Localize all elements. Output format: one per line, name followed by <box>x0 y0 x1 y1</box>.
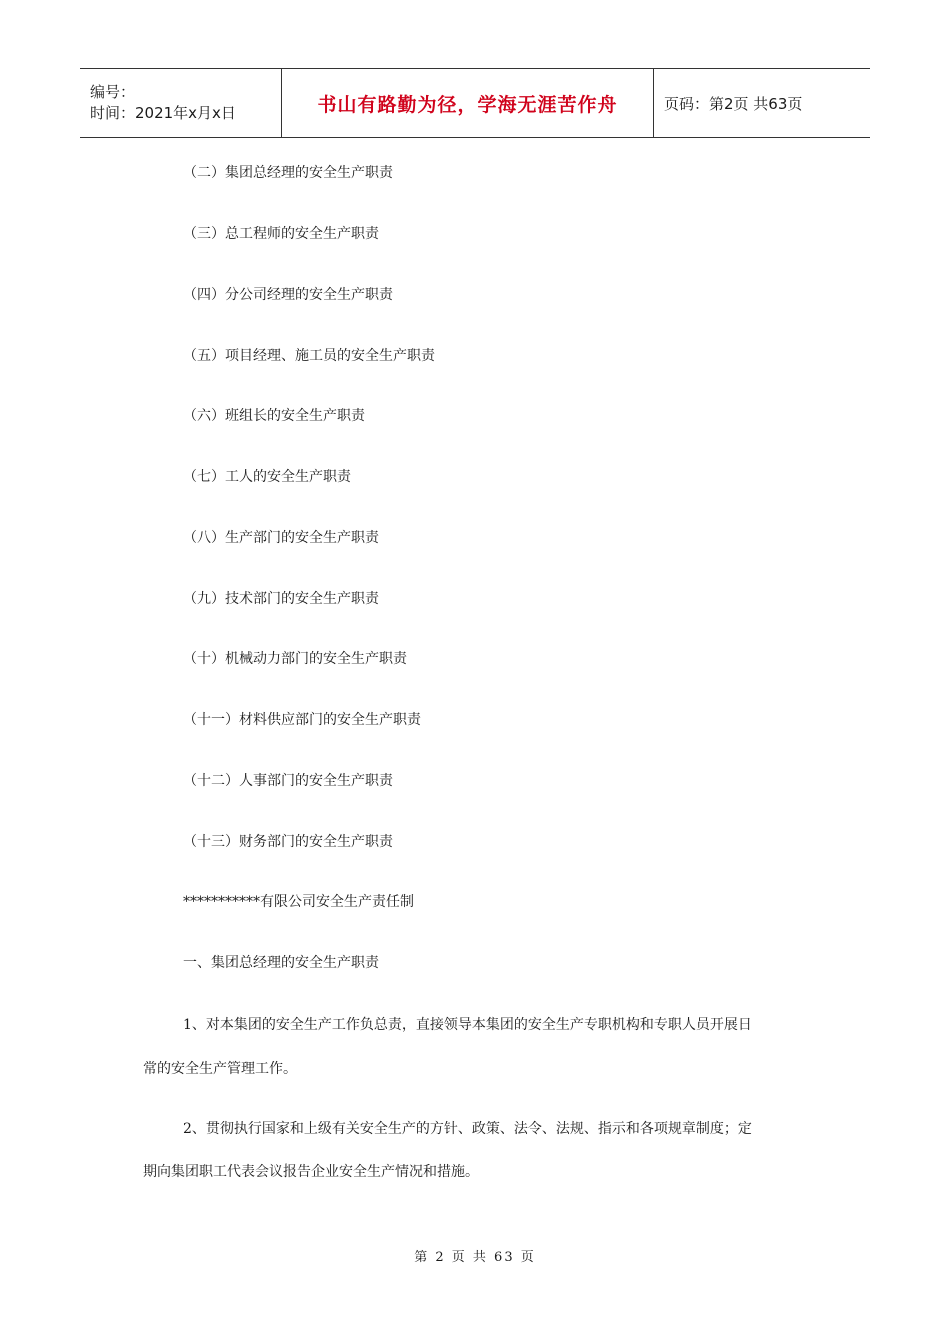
toc-item: （十二）人事部门的安全生产职责 <box>183 773 393 789</box>
toc-item: （八）生产部门的安全生产职责 <box>183 530 379 546</box>
toc-item: （九）技术部门的安全生产职责 <box>183 591 379 607</box>
paragraph-line: 2、贯彻执行国家和上级有关安全生产的方针、政策、法令、法规、指示和各项规章制度；定 <box>183 1121 752 1137</box>
toc-item: （十三）财务部门的安全生产职责 <box>183 834 393 850</box>
doc-date-label: 时间：2021年x月x日 <box>90 104 236 122</box>
paragraph-line: 1、对本集团的安全生产工作负总责，直接领导本集团的安全生产专职机构和专职人员开展日 <box>183 1017 752 1033</box>
header-page-label: 页码：第2页 共63页 <box>664 94 803 113</box>
paragraph-line: 常的安全生产管理工作。 <box>143 1061 297 1077</box>
toc-item: （七）工人的安全生产职责 <box>183 469 351 485</box>
toc-item: （五）项目经理、施工员的安全生产职责 <box>183 348 435 364</box>
toc-item: （四）分公司经理的安全生产职责 <box>183 287 393 303</box>
page-footer: 第 2 页 共 63 页 <box>414 1250 536 1265</box>
doc-number-label: 编号： <box>90 83 136 101</box>
header-motto: 书山有路勤为径，学海无涯苦作舟 <box>282 69 654 137</box>
toc-item: （十一）材料供应部门的安全生产职责 <box>183 712 421 728</box>
toc-item: （三）总工程师的安全生产职责 <box>183 226 379 242</box>
page-header <box>80 68 870 138</box>
section-heading: 一、集团总经理的安全生产职责 <box>183 955 379 971</box>
paragraph-line: 期向集团职工代表会议报告企业安全生产情况和措施。 <box>143 1164 479 1180</box>
header-meta <box>80 69 282 137</box>
toc-item: （十）机械动力部门的安全生产职责 <box>183 651 407 667</box>
document-title: ***********有限公司安全生产责任制 <box>183 894 414 910</box>
toc-item: （二）集团总经理的安全生产职责 <box>183 165 393 181</box>
toc-item: （六）班组长的安全生产职责 <box>183 408 365 424</box>
